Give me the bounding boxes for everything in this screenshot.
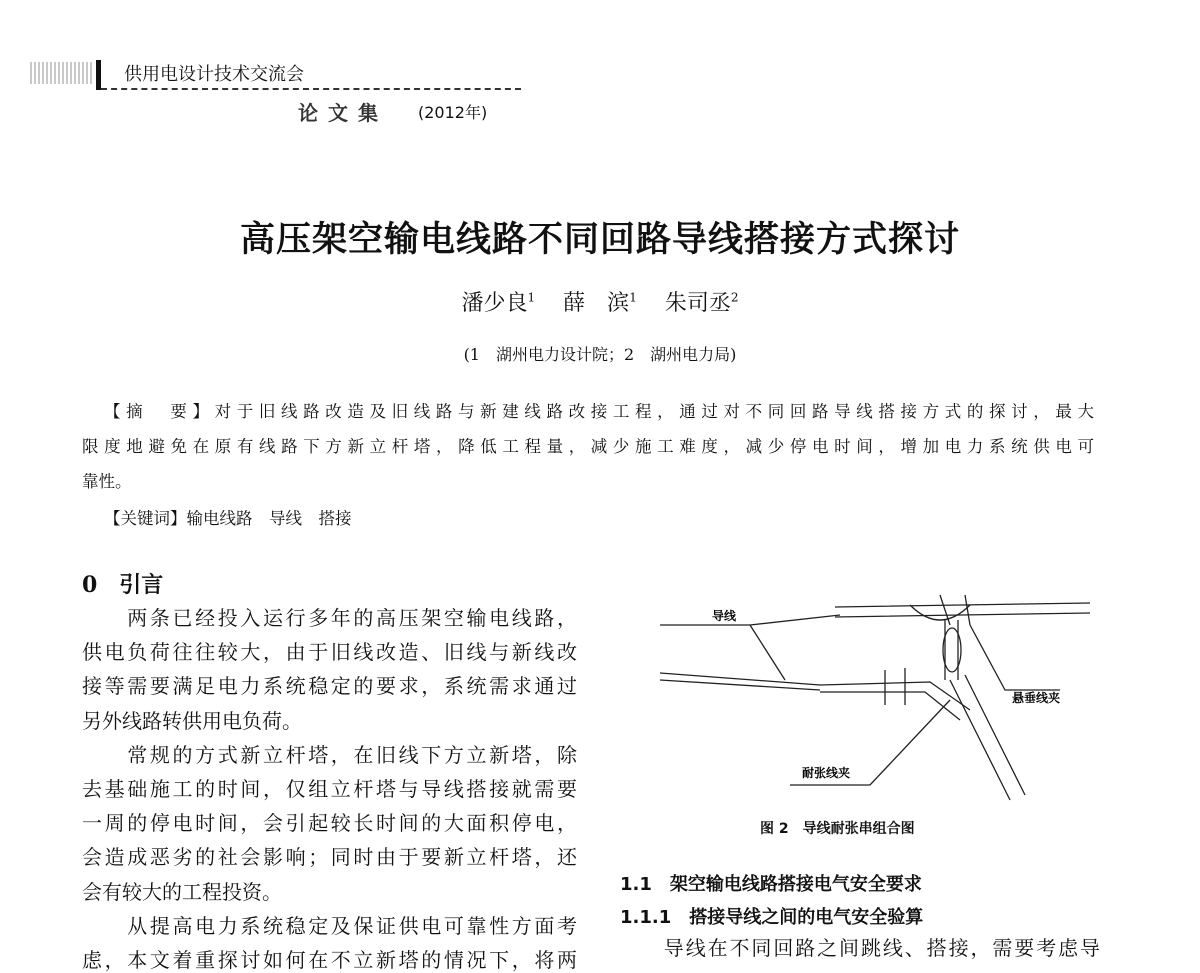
collection-year: (2012年) <box>418 103 488 122</box>
header-bar <box>96 60 101 90</box>
leader-conductor <box>750 615 840 680</box>
body-line: 两条已经投入运行多年的高压架空输电线路， <box>82 606 577 630</box>
paper-title: 高压架空输电线路不同回路导线搭接方式探讨 <box>239 219 960 260</box>
author: 朱司丞 <box>664 291 731 316</box>
collection-name: 论文集 <box>298 101 388 125</box>
keywords: 【关键词】输电线路 导线 搭接 <box>104 509 352 528</box>
body-line: 会造成恶劣的社会影响；同时由于要新立杆塔，还 <box>82 845 577 870</box>
insulator-yoke <box>910 605 970 620</box>
section-heading: 1.1 架空输电线路搭接电气安全要求 <box>620 874 922 895</box>
authors <box>0 286 1200 317</box>
author-affiliation-mark: 2 <box>730 290 739 305</box>
body-line: 一周的停电时间，会引起较长时间的大面积停电， <box>82 811 577 836</box>
author-affiliation-mark: 1 <box>629 290 637 305</box>
abstract-line: 限度地避免在原有线路下方新立杆塔，降低工程量，减少施工难度，减少停电时间，增加电力系统供电可 <box>82 437 1094 456</box>
subsection-heading: 1.1.1 搭接导线之间的电气安全验算 <box>620 907 924 928</box>
lower-conductor <box>660 673 820 690</box>
label-tension-clamp: 耐张线夹 <box>802 766 851 780</box>
author: 薛 滨 <box>563 291 630 316</box>
leader-suspension-clamp <box>970 625 1060 690</box>
abstract-line: 【摘 要】对于旧线路改造及旧线路与新建线路改接工程，通过对不同回路导线搭接方式的探讨，最大 <box>104 402 1094 421</box>
body-line: 从提高电力系统稳定及保证供电可靠性方面考 <box>82 913 577 938</box>
affiliations: (1 湖州电力设计院；2 湖州电力局) <box>463 345 737 364</box>
header-ornament <box>30 62 92 84</box>
figure-caption: 图 2 导线耐张串组合图 <box>760 821 915 837</box>
body-line: 导线在不同回路之间跳线、搭接，需要考虑导 <box>620 936 1100 960</box>
author-affiliation-mark: 1 <box>527 290 536 305</box>
upper-conductor <box>835 603 1090 617</box>
abstract-line: 靠性。 <box>82 472 132 491</box>
body-line: 会有较大的工程投资。 <box>82 879 282 904</box>
body-line: 去基础施工的时间，仅组立杆塔与导线搭接就需要 <box>82 777 577 801</box>
label-conductor: 导线 <box>712 609 737 623</box>
conference-name: 供用电设计技术交流会 <box>124 64 304 85</box>
body-line: 常规的方式新立杆塔，在旧线下方立新塔，除 <box>82 742 577 767</box>
label-suspension-clamp: 悬垂线夹 <box>1012 691 1061 705</box>
author: 潘少良 <box>461 291 528 316</box>
conductor-tension-string-diagram <box>640 570 1100 810</box>
body-line: 另外线路转供用电负荷。 <box>82 708 302 733</box>
section-heading: 0 引言 <box>82 572 164 598</box>
body-line: 供电负荷往往较大，由于旧线改造、旧线与新线改 <box>82 640 577 665</box>
header-divider <box>101 88 521 90</box>
body-line: 虑，本文着重探讨如何在不立新塔的情况下，将两 <box>82 948 577 972</box>
body-line: 接等需要满足电力系统稳定的要求，系统需求通过 <box>82 674 577 699</box>
